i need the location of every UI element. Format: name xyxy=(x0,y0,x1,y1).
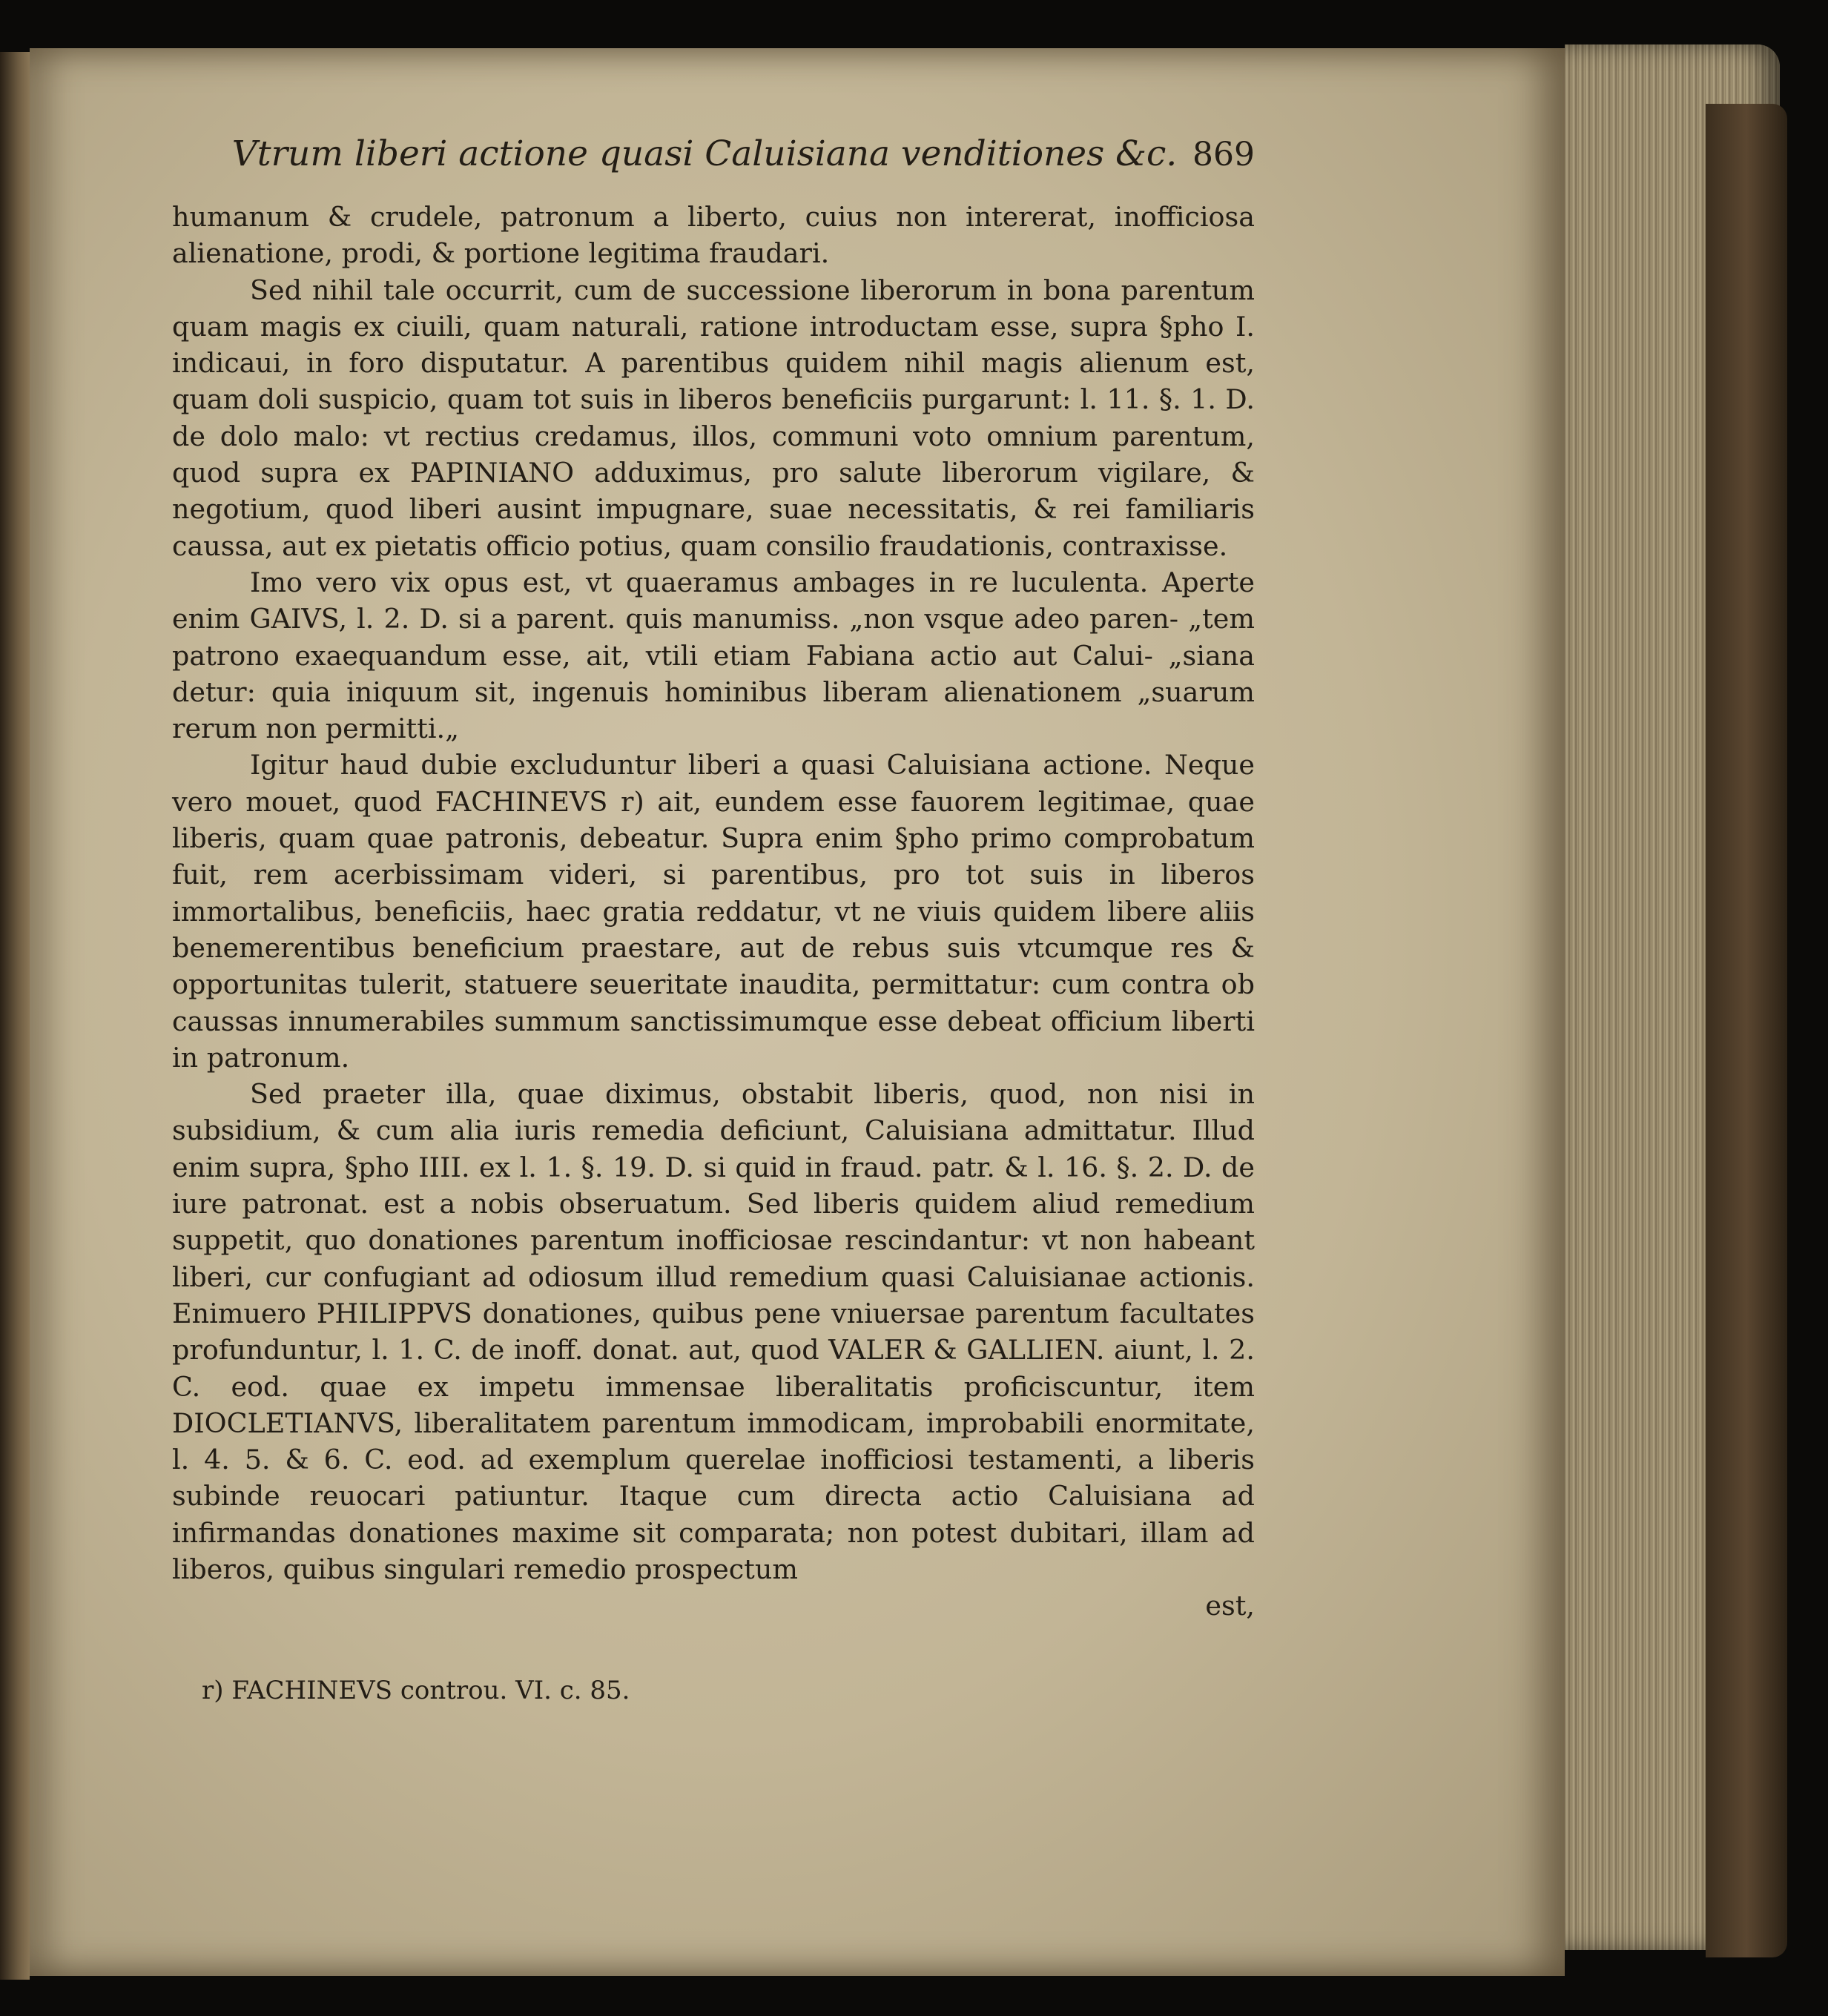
footnote: r) FACHINEVS controu. VI. c. 85. xyxy=(202,1676,630,1705)
catchword: est, xyxy=(1205,1590,1255,1622)
running-title: Vtrum liberi actione quasi Caluisiana venditiones &c. xyxy=(231,133,1178,174)
book-spine-edge xyxy=(0,52,30,1980)
running-header xyxy=(172,133,1255,185)
paragraph: Sed nihil tale occurrit, cum de successione liberorum in bona parentum quam magis ex ciuili, quam naturali, ratione introductam esse, supra §pho I. indicaui, in foro disputatur. A parentibus quidem nihil magis alienum est, quam doli suspicio, quam tot suis in liberos beneficiis purgarunt: l. 11. §. 1. D. de dolo malo: vt rectius credamus, illos, communi voto omnium parentum, quod supra ex PAPINIANO adduximus, pro salute liberorum vigilare, & negotium, quod liberi ausint impugnare, suae necessitatis, & rei familiaris caussa, aut ex pietatis officio potius, quam consilio fraudationis, contraxisse. xyxy=(172,274,1255,562)
body-text xyxy=(172,199,1255,1625)
page-number: 869 xyxy=(1192,136,1255,173)
paragraph: Sed praeter illa, quae diximus, obstabit liberis, quod, non nisi in subsidium, & cum alia iuris remedia deficiunt, Caluisiana admittatur. Illud enim supra, §pho IIII. ex l. 1. §. 19. D. si quid in fraud. patr. & l. 16. §. 2. D. de iure patronat. est a nobis obseruatum. Sed liberis quidem aliud remedium suppetit, quo donationes parentum inofficiosae rescindantur: vt non habeant liberi, cur confugiant ad odiosum illud remedium quasi Caluisianae actionis. Enimuero PHILIPPVS donationes, quibus pene vniuersae parentum facultates profunduntur, l. 1. C. de inoff. donat. aut, quod VALER & GALLIEN. aiunt, l. 2. C. eod. quae ex impetu immensae liberalitatis proficiscuntur, item DIOCLETIANVS, liberalitatem parentum immodicam, improbabili enormitate, l. 4. 5. & 6. C. eod. ad exemplum querelae inofficiosi testamenti, a liberis subinde reuocari patiuntur. Itaque cum directa actio Caluisiana ad infirmandas donationes maxime sit comparata; non potest dubitari, illam ad liberos, quibus singulari remedio prospectum xyxy=(172,1078,1255,1585)
paragraph: Igitur haud dubie excluduntur liberi a quasi Caluisiana actione. Neque vero mouet, quod FACHINEVS r) ait, eundem esse fauorem legitimae, quae liberis, quam quae patronis, debeatur. Supra enim §pho primo comprobatum fuit, rem acerbissimam videri, si parentibus, pro tot suis in liberos immortalibus, beneficiis, haec gratia reddatur, vt ne viuis quidem libere aliis benemerentibus beneficium praestare, aut de rebus suis vtcumque res & opportunitas tulerit, statuere seueritate inaudita, permittatur: cum contra ob caussas innumerabiles summum sanctissimumque esse debeat officium liberti in patronum. xyxy=(172,749,1255,1074)
book-cover-board xyxy=(1706,104,1787,1957)
paragraph: Imo vero vix opus est, vt quaeramus ambages in re luculenta. Aperte enim GAIVS, l. 2. D. si a parent. quis manumiss. „non vsque adeo paren- „tem patrono exaequandum esse, ait, vtili etiam Fabiana actio aut Calui- „siana detur: quia iniquum sit, ingenuis hominibus liberam alienationem „suarum rerum non permitti.„ xyxy=(172,566,1255,745)
paragraph-continued: humanum & crudele, patronum a liberto, cuius non intererat, inofficiosa alienatione, prodi, & portione legitima fraudari. xyxy=(172,201,1255,270)
page-text-block xyxy=(172,133,1255,1750)
